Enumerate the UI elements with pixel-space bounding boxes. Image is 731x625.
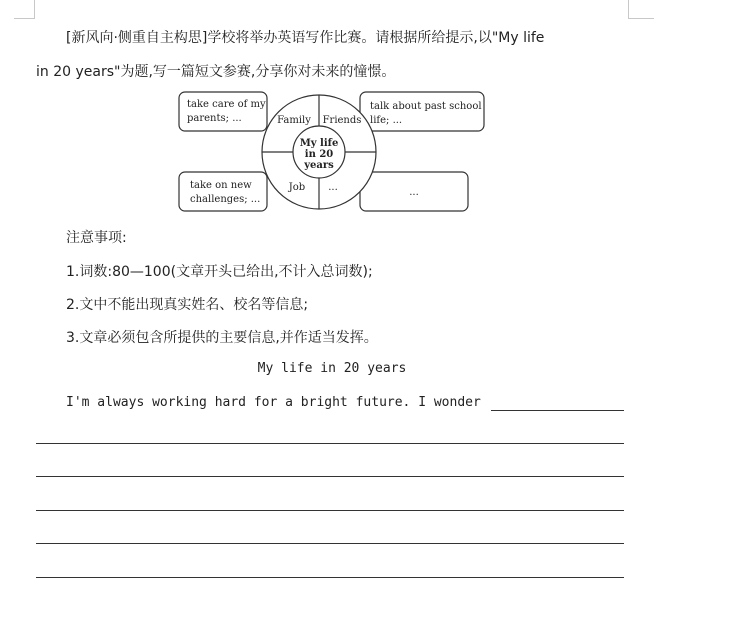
intro-line-2: in 20 years"为题,写一篇短文参赛,分享你对未来的憧憬。 xyxy=(36,64,396,80)
essay-title: My life in 20 years xyxy=(257,361,407,376)
box-bottom-left-line-1: take on new xyxy=(190,180,252,191)
page-corner-mark-right-h xyxy=(628,18,654,19)
page-corner-mark-left-v xyxy=(34,0,35,18)
notes-item-1: 1.词数:80—100(文章开头已给出,不计入总词数); xyxy=(66,264,373,280)
answer-line-3[interactable] xyxy=(36,510,624,511)
answer-line-4[interactable] xyxy=(36,543,624,544)
box-top-right-line-1: talk about past school xyxy=(370,101,482,112)
segment-friends: Friends xyxy=(322,115,362,126)
segment-family: Family xyxy=(277,115,311,126)
answer-line-2[interactable] xyxy=(36,476,624,477)
box-top-left-line-1: take care of my xyxy=(187,99,266,110)
box-top-right-line-2: life; ... xyxy=(370,115,403,126)
notes-item-3: 3.文章必须包含所提供的主要信息,并作适当发挥。 xyxy=(66,330,378,346)
notes-item-2: 2.文中不能出现真实姓名、校名等信息; xyxy=(66,297,309,313)
notes-heading: 注意事项: xyxy=(66,230,127,246)
page-corner-mark-right-v xyxy=(628,0,629,18)
box-bottom-right-text: ... xyxy=(409,187,419,198)
box-bottom-left-line-2: challenges; ... xyxy=(190,194,261,205)
answer-line-5[interactable] xyxy=(36,577,624,578)
box-top-left xyxy=(179,92,267,131)
box-top-left-line-2: parents; ... xyxy=(187,113,242,124)
intro-line-1: [新风向·侧重自主构思]学校将举办英语写作比赛。请根据所给提示,以"My life xyxy=(66,30,545,46)
segment-more: ... xyxy=(328,182,338,193)
mind-map-diagram xyxy=(176,88,482,218)
answer-blank-inline[interactable] xyxy=(491,410,624,411)
center-line-2: in 20 xyxy=(304,149,334,160)
center-line-1: My life xyxy=(299,138,339,149)
answer-line-1[interactable] xyxy=(36,443,624,444)
box-bottom-left xyxy=(179,172,267,211)
segment-job: Job xyxy=(288,182,306,193)
essay-opening: I'm always working hard for a bright future. I wonder xyxy=(66,395,481,410)
page-corner-mark-left-h xyxy=(14,18,35,19)
center-line-3: years xyxy=(304,160,334,171)
